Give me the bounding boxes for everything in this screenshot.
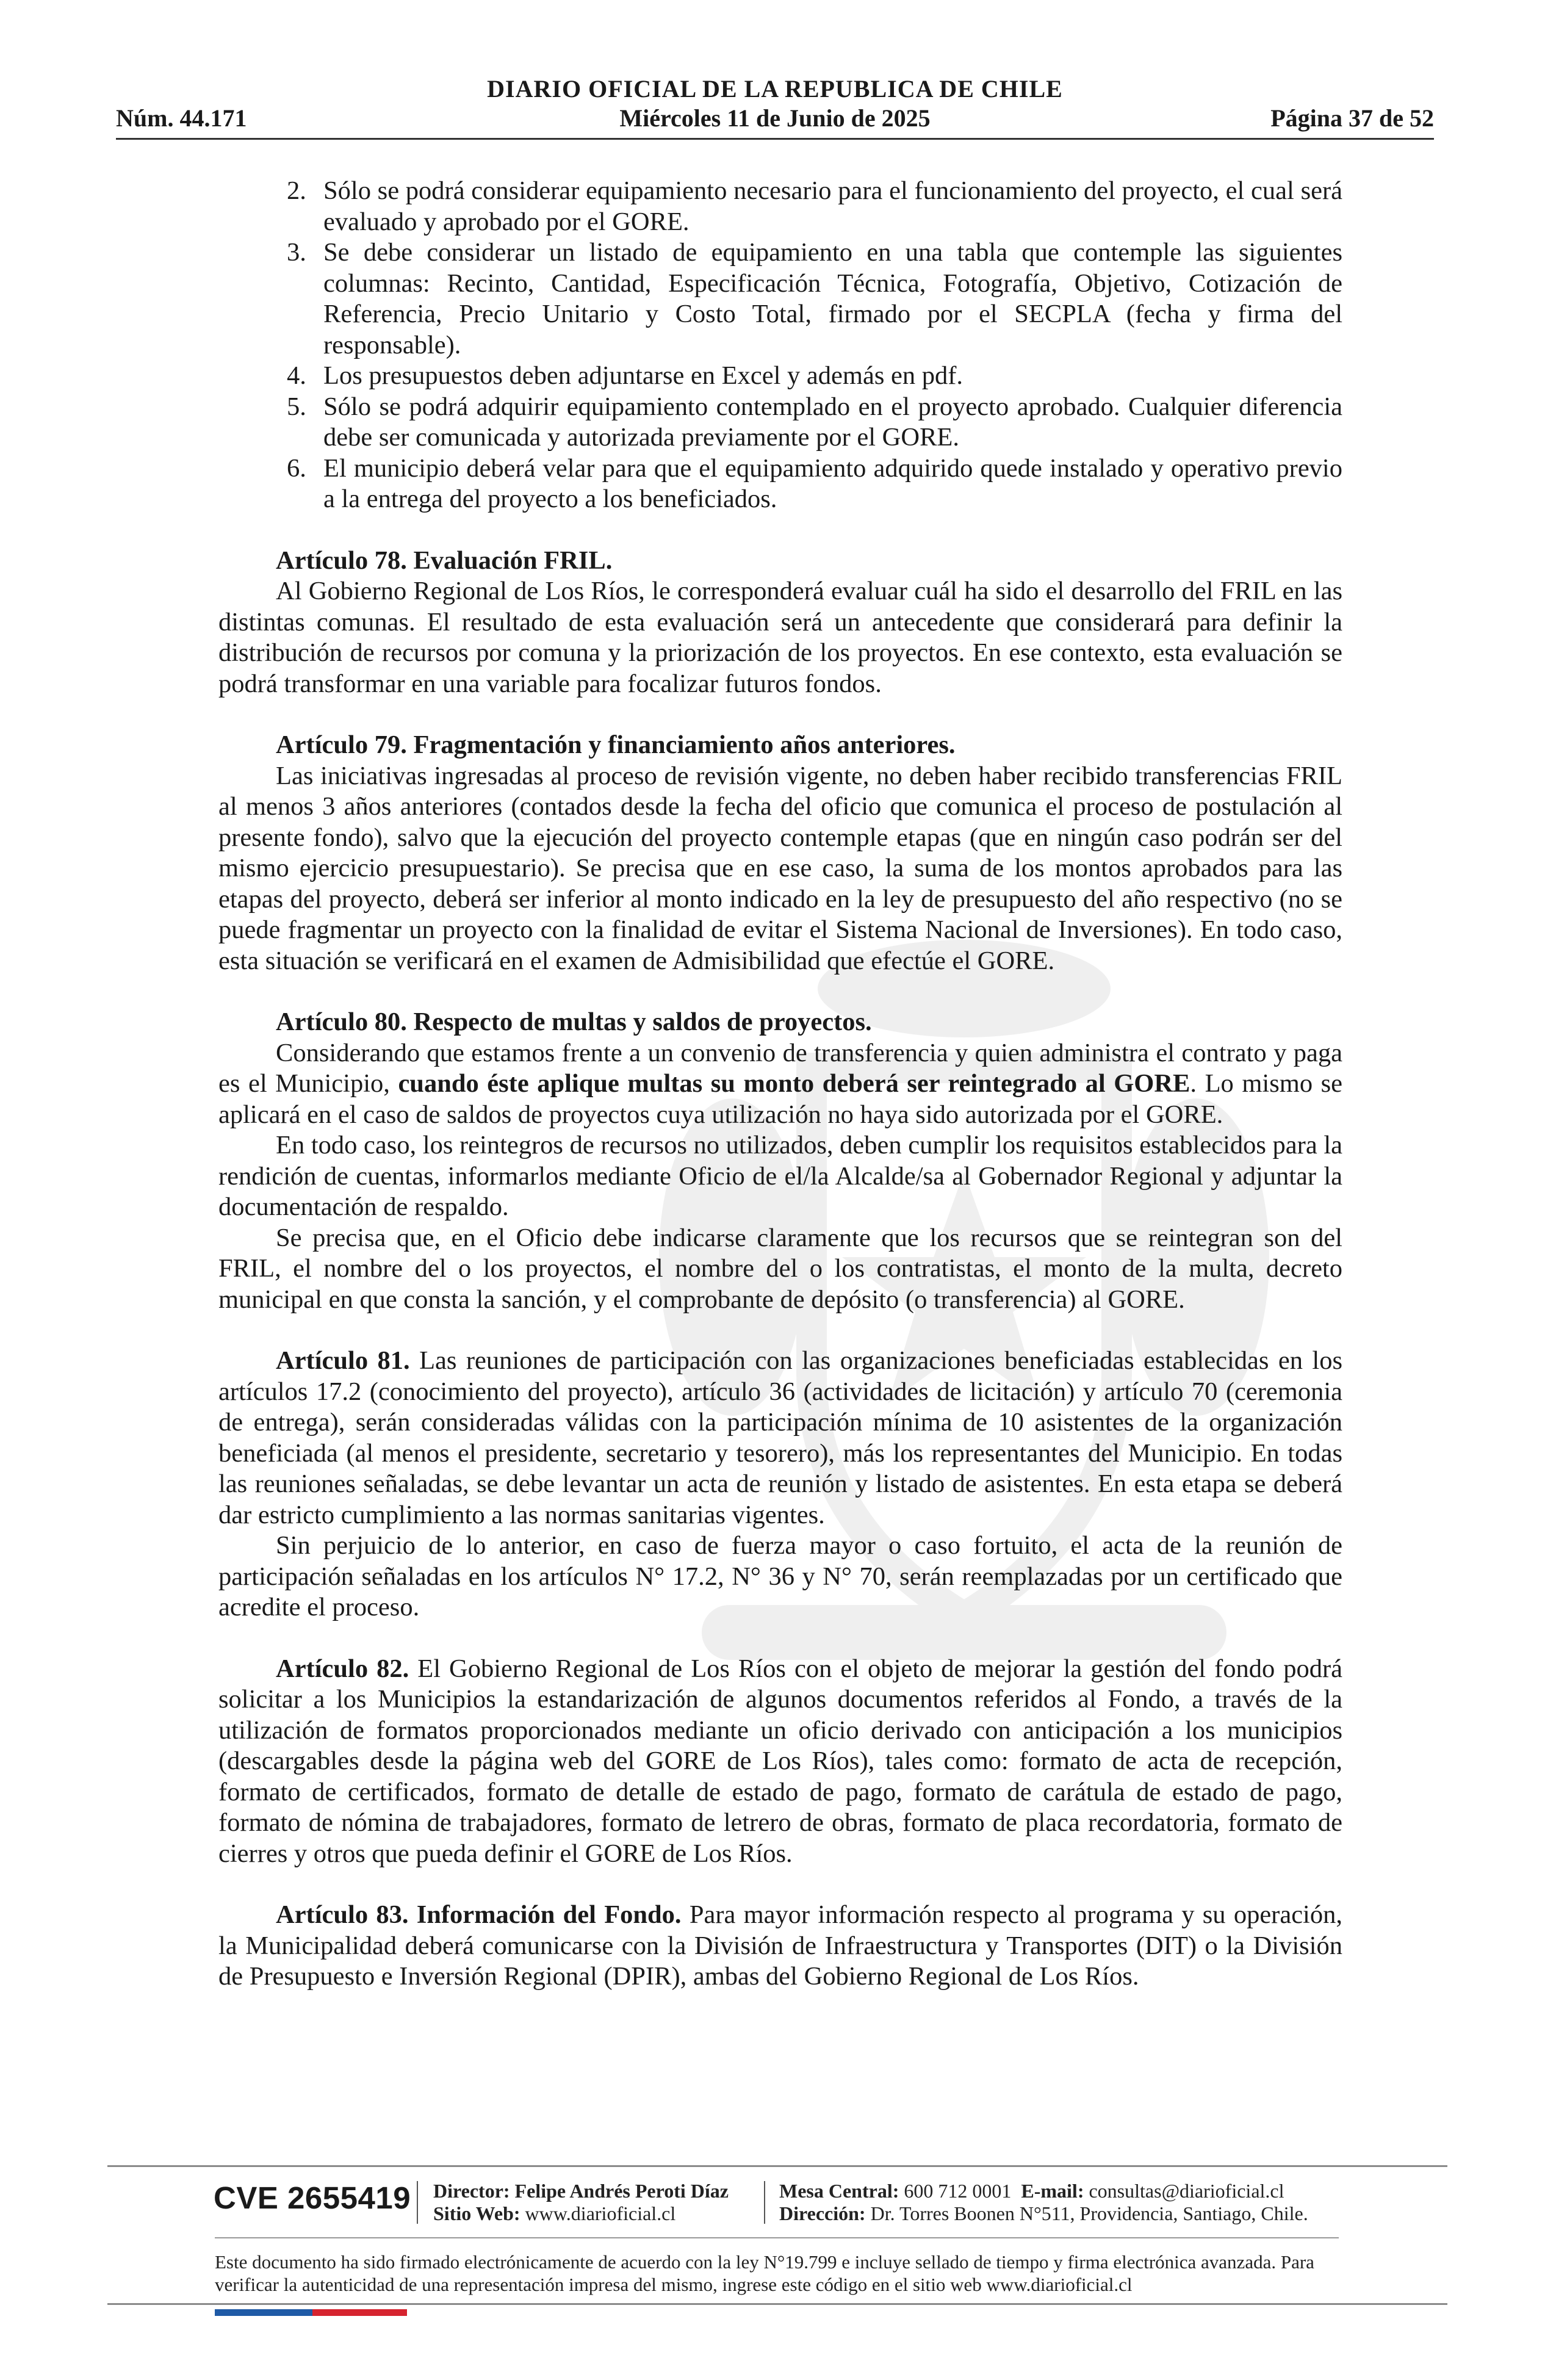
article-80-p1-tail: . Lo mismo se aplicará en el caso de saldos de proyectos cuya utilización no haya sido autorizada por el GORE. xyxy=(218,1069,1343,1129)
list-number: 6. xyxy=(287,453,306,483)
flag-bar-red xyxy=(312,2309,407,2316)
document-body xyxy=(218,176,1342,1992)
article-82-title: Artículo 82. xyxy=(276,1654,409,1683)
article-78-paragraph: Al Gobierno Regional de Los Ríos, le corresponderá evaluar cuál ha sido el desarrollo del FRIL en las distintas comunas. El resultado de esta evaluación será un antecedente que considerará para definir la distribución de recursos por comuna y la priorización de los proyectos. En ese contexto, esta evaluación se podrá transformar en una variable para focalizar futuros fondos. xyxy=(218,577,1342,698)
article-83-paragraph xyxy=(218,1900,1342,1992)
list-item xyxy=(218,361,1342,392)
article-79-title: Artículo 79. Fragmentación y financiamiento años anteriores. xyxy=(276,730,956,759)
article-78-heading xyxy=(218,546,1342,577)
list-number: 3. xyxy=(287,238,306,267)
footer-contact-block xyxy=(779,2180,1308,2225)
web-label: Sitio Web: xyxy=(433,2202,520,2224)
list-item xyxy=(218,237,1342,361)
article-81-title: Artículo 81. xyxy=(276,1346,410,1375)
signature-notice: Este documento ha sido firmado electrónicamente de acuerdo con la ley N°19.799 e incluye sellado de tiempo y firma electrónica avanzada. Para verificar la autenticidad de una representación impresa del mismo, ingrese este código en el sitio web www.diarioficial.cl xyxy=(215,2251,1314,2295)
page-header xyxy=(116,74,1434,143)
publication-title: DIARIO OFICIAL DE LA REPUBLICA DE CHILE xyxy=(487,75,1063,103)
list-item xyxy=(218,176,1342,237)
article-80-p1-text: Considerando que estamos frente a un convenio de transferencia y quien administra el contrato y paga es el Municipio, xyxy=(218,1038,1342,1098)
article-79-heading xyxy=(218,730,1342,761)
article-83-text: Para mayor información respecto al programa y su operación, la Municipalidad deberá comunicarse con la División de Infraestructura y Transportes (DIT) o la División de Presupuesto e Inversión Regional (DPIR), ambas del Gobierno Regional de Los Ríos. xyxy=(218,1900,1342,1991)
cve-code: CVE 2655419 xyxy=(214,2180,411,2215)
list-number: 4. xyxy=(287,361,306,390)
article-83-title: Artículo 83. Información del Fondo. xyxy=(276,1900,682,1929)
article-80-p1-emphasis: cuando éste aplique multas su monto deberá ser reintegrado al GORE xyxy=(398,1069,1190,1098)
article-81-text: Las reuniones de participación con las organizaciones beneficiadas establecidas en los artículos 17.2 (conocimiento del proyecto), artículo 36 (actividades de licitación) y artículo 70 (ceremonia de entrega), serán consideradas válidas con la participación mínima de 10 asistentes de la organización beneficiada (al menos el presidente, secretario y tesorero), más los representantes del Municipio. En todas las reuniones señaladas, se debe levantar un acta de reunión y listado de asistentes. En esta etapa se deberá dar estricto cumplimiento a las normas sanitarias vigentes. xyxy=(218,1346,1342,1529)
director-label: Director: xyxy=(433,2180,510,2202)
article-80-paragraph-2: En todo caso, los reintegros de recursos no utilizados, deben cumplir los requisitos establecidos para la rendición de cuentas, informarlos mediante Oficio de el/la Alcalde/sa al Gobernador Regional y adjuntar la documentación de respaldo. xyxy=(218,1131,1342,1221)
footer-separator xyxy=(417,2181,418,2224)
list-text: Se debe considerar un listado de equipamiento en una tabla que contemple las siguientes columnas: Recinto, Cantidad, Especificación Técnica, Fotografía, Objetivo, Cotización de Referencia, Precio Unitario y Costo Total, firmado por el SECPLA (fecha y firma del responsable). xyxy=(323,238,1342,359)
footer-director-block xyxy=(433,2180,729,2225)
address-label: Dirección: xyxy=(779,2202,866,2224)
article-78-title: Artículo 78. Evaluación FRIL. xyxy=(276,546,613,575)
phone-label: Mesa Central: xyxy=(779,2180,899,2202)
list-item xyxy=(218,392,1342,453)
email-label: E-mail: xyxy=(1021,2180,1084,2202)
header-rule xyxy=(116,138,1434,140)
article-81-paragraph-2: Sin perjuicio de lo anterior, en caso de fuerza mayor o caso fortuito, el acta de la reunión de participación señaladas en los artículos N° 17.2, N° 36 y N° 70, serán reemplazadas por un certificado que acredite el proceso. xyxy=(218,1531,1342,1621)
footer-top-rule xyxy=(107,2165,1447,2167)
list-text: El municipio deberá velar para que el equipamiento adquirido quede instalado y operativo previo a la entrega del proyecto a los beneficiados. xyxy=(323,453,1342,513)
page-number: Página 37 de 52 xyxy=(1270,104,1434,132)
website-link[interactable]: www.diarioficial.cl xyxy=(525,2202,676,2224)
issue-number: Núm. 44.171 xyxy=(116,104,247,132)
issue-date: Miércoles 11 de Junio de 2025 xyxy=(619,104,931,132)
article-81-paragraph-1 xyxy=(218,1346,1342,1531)
list-item xyxy=(218,453,1342,515)
footer-separator xyxy=(764,2181,765,2224)
article-82-text: El Gobierno Regional de Los Ríos con el objeto de mejorar la gestión del fondo podrá solicitar a los Municipios la estandarización de algunos documentos referidos al Fondo, a través de la utilización de formatos proporcionados mediante un oficio derivado con anticipación a los municipios (descargables desde la página web del GORE de Los Ríos), tales como: formato de acta de recepción, formato de certificados, formato de detalle de estado de pago, formato de carátula de estado de pago, formato de nómina de trabajadores, formato de letrero de obras, formato de placa recordatoria, formato de cierres y otros que pueda definir el GORE de Los Ríos. xyxy=(218,1654,1343,1868)
list-text: Sólo se podrá adquirir equipamiento contemplado en el proyecto aprobado. Cualquier diferencia debe ser comunicada y autorizada previamente por el GORE. xyxy=(323,392,1342,452)
footer-bottom-rule xyxy=(107,2303,1447,2305)
list-number: 2. xyxy=(287,176,306,205)
article-80-heading xyxy=(218,1007,1342,1038)
flag-bar-blue xyxy=(215,2309,312,2316)
list-number: 5. xyxy=(287,392,306,421)
article-80-title: Artículo 80. Respecto de multas y saldos de proyectos. xyxy=(276,1008,872,1036)
address-text: Dr. Torres Boonen N°511, Providencia, Santiago, Chile. xyxy=(870,2202,1308,2224)
email-link[interactable]: consultas@diarioficial.cl xyxy=(1089,2180,1284,2202)
phone-number: 600 712 0001 xyxy=(904,2180,1012,2202)
list-text: Los presupuestos deben adjuntarse en Excel y además en pdf. xyxy=(323,361,963,390)
list-text: Sólo se podrá considerar equipamiento necesario para el funcionamiento del proyecto, el cual será evaluado y aprobado por el GORE. xyxy=(323,176,1342,236)
article-82-paragraph xyxy=(218,1654,1342,1870)
article-80-paragraph-3: Se precisa que, en el Oficio debe indicarse claramente que los recursos que se reintegran son del FRIL, el nombre del o los proyectos, el nombre del o los contratistas, el monto de la multa, decreto municipal en que consta la sanción, y el comprobante de depósito (o transferencia) al GORE. xyxy=(218,1223,1342,1314)
footer-mid-rule xyxy=(215,2237,1339,2238)
article-79-paragraph: Las iniciativas ingresadas al proceso de revisión vigente, no deben haber recibido transferencias FRIL al menos 3 años anteriores (contados desde la fecha del oficio que comunica el proceso de postulación al presente fondo), salvo que la ejecución del proyecto contemple etapas (que en ningún caso podrán ser del mismo ejercicio presupuestario). Se precisa que en ese caso, la suma de los montos aprobados para las etapas del proyecto, deberá ser inferior al monto indicado en la ley de presupuesto del año respectivo (no se puede fragmentar un proyecto con la finalidad de evitar el Sistema Nacional de Inversiones). En todo caso, esta situación se verificará en el examen de Admisibilidad que efectúe el GORE. xyxy=(218,761,1342,975)
article-80-paragraph-1 xyxy=(218,1038,1342,1131)
director-name: Felipe Andrés Peroti Díaz xyxy=(514,2180,729,2202)
